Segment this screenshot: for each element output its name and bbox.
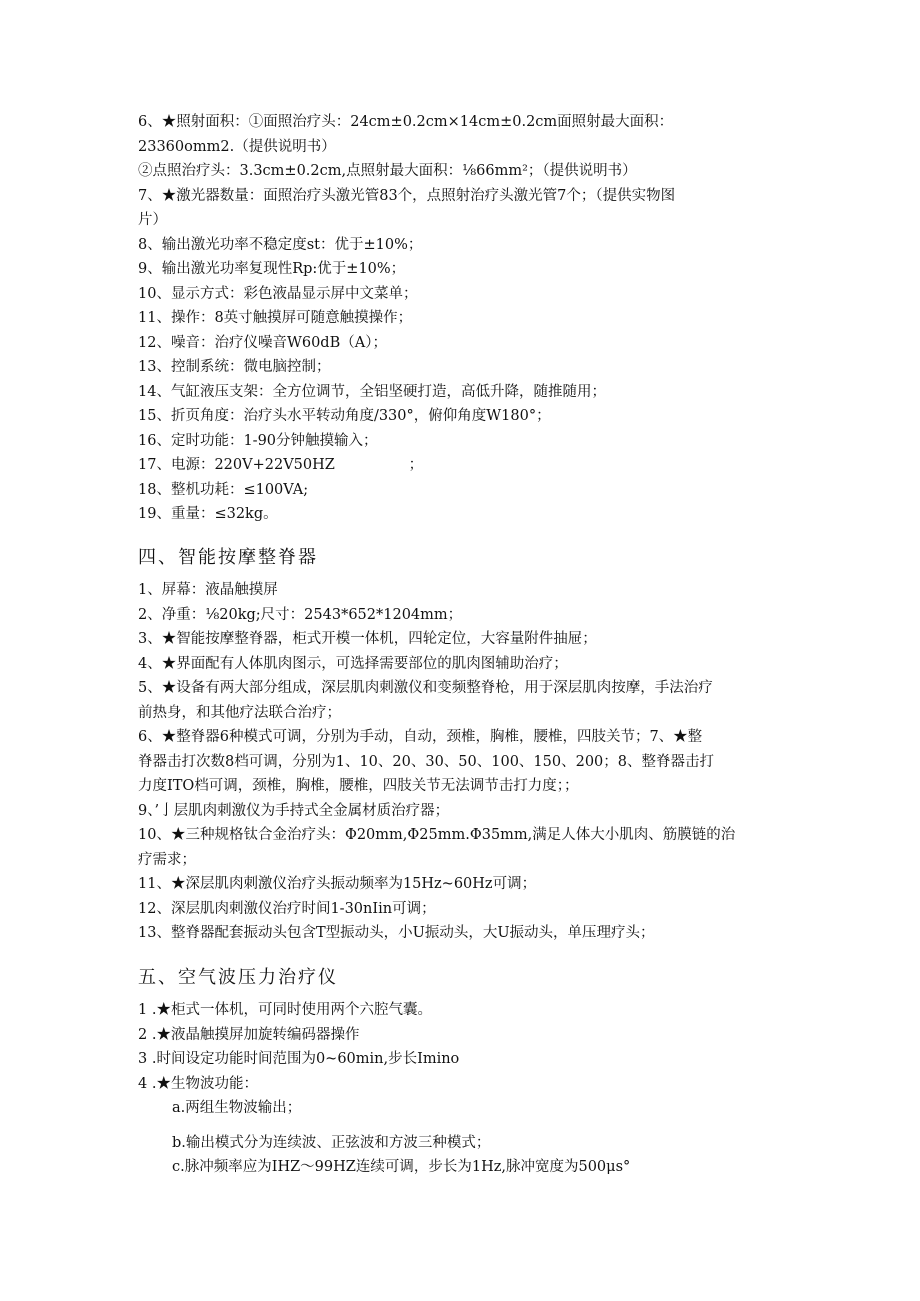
spec-line: 片） — [138, 212, 167, 228]
spec-line: 23360omm2.（提供说明书） — [138, 138, 336, 155]
spec-line: 9、输出激光功率复现性Rp:优于±10%； — [138, 261, 406, 277]
spec-line: 12、噪音：治疗仪噪音W60dB（A）； — [138, 334, 387, 351]
section-5 — [138, 956, 818, 1180]
spec-line: 13、整脊器配套振动头包含T型振动头，小U振动头，大U振动头，单压理疗头； — [138, 925, 655, 941]
spec-line: 6、★照射面积：①面照治疗头：24cm±0.2cm×14cm±0.2cm面照射最大面积： — [138, 114, 674, 130]
spec-line: 12、深层肌肉刺激仪治疗时间1-30nIin可调； — [138, 900, 436, 917]
sub-spec-line: b.输出模式分为连续波、正弦波和方波三种模式； — [172, 1134, 491, 1151]
spec-line: 2 .★液晶触摸屏加旋转编码器操作 — [138, 1026, 360, 1043]
spec-line: 14、气缸液压支架：全方位调节，全铝坚硬打造，高低升降，随推随用； — [138, 383, 606, 400]
spec-line: 2、净重：⅛20kg;尺寸：2543*652*1204mm； — [138, 606, 463, 623]
spec-line: 17、电源：220V+22V50HZ ； — [138, 457, 424, 473]
section-heading: 五、空气波压力治疗仪 — [138, 967, 338, 988]
spec-line: 5、★设备有两大部分组成，深层肌肉刺激仪和变频整脊枪，用于深层肌肉按摩，手法治疗 — [138, 680, 713, 696]
spec-line: 8、输出激光功率不稳定度st：优于±10%； — [138, 236, 423, 253]
spec-line: 1 .★柜式一体机，可同时使用两个六腔气囊。 — [138, 1002, 432, 1018]
section-heading: 四、智能按摩整脊器 — [138, 547, 318, 568]
spec-line: 18、整机功耗：≤100VA; — [138, 481, 309, 498]
spec-line: 脊器击打次数8档可调，分别为1、10、20、30、50、100、150、200；8、整脊器击打 — [138, 753, 715, 770]
section-4 — [138, 536, 818, 946]
spec-line: 10、★三种规格钛合金治疗头：Φ20mm,Φ25mm.Φ35mm,满足人体大小肌肉、筋膜链的治 — [138, 827, 736, 843]
spec-line: ②点照治疗头：3.3cm±0.2cm,点照射最大面积：⅛66mm²；（提供说明书） — [138, 163, 637, 179]
spec-line: 4、★界面配有人体肌肉图示，可选择需要部位的肌肉图辅助治疗； — [138, 655, 568, 672]
spec-line: 15、折页角度：治疗头水平转动角度/330°，俯仰角度W180°； — [138, 408, 551, 424]
spacer — [138, 1121, 818, 1131]
spec-line: 19、重量：≤32kg。 — [138, 506, 278, 522]
spec-line: 3 .时间设定功能时间范围为0~60min,步长Imino — [138, 1051, 460, 1067]
spec-line: 4 .★生物波功能： — [138, 1075, 258, 1092]
spec-line: 1、屏幕：液晶触摸屏 — [138, 582, 278, 598]
spec-line: 10、显示方式：彩色液晶显示屏中文菜单； — [138, 285, 418, 302]
spec-line: 9、’亅层肌肉刺激仪为手持式全金属材质治疗器； — [138, 802, 450, 819]
spec-line: 6、★整脊器6种模式可调，分别为手动，自动，颈椎，胸椎，腰椎，四肢关节；7、★整 — [138, 729, 703, 745]
sub-spec-line: c.脉冲频率应为IHZ～99HZ连续可调，步长为1Hz,脉冲宽度为500μs° — [172, 1159, 631, 1175]
spec-line: 前热身，和其他疗法联合治疗； — [138, 704, 341, 721]
spec-line: 力度ITO档可调，颈椎，胸椎，腰椎，四肢关节无法调节击打力度；； — [138, 778, 579, 794]
spec-line: 7、★激光器数量：面照治疗头激光管83个，点照射治疗头激光管7个；（提供实物图 — [138, 187, 676, 204]
section-3-continued — [138, 110, 818, 527]
spec-line: 11、操作：8英寸触摸屏可随意触摸操作； — [138, 310, 413, 326]
spec-line: 3、★智能按摩整脊器，柜式开模一体机，四轮定位，大容量附件抽屉； — [138, 631, 597, 647]
spec-line: 13、控制系统：微电脑控制； — [138, 359, 331, 375]
spec-line: 11、★深层肌肉刺激仪治疗头振动频率为15Hz~60Hz可调； — [138, 876, 537, 892]
sub-spec-line: a.两组生物波输出； — [172, 1100, 302, 1116]
spec-line: 疗需求； — [138, 851, 196, 868]
spec-line: 16、定时功能：1-90分钟触摸输入； — [138, 432, 378, 449]
